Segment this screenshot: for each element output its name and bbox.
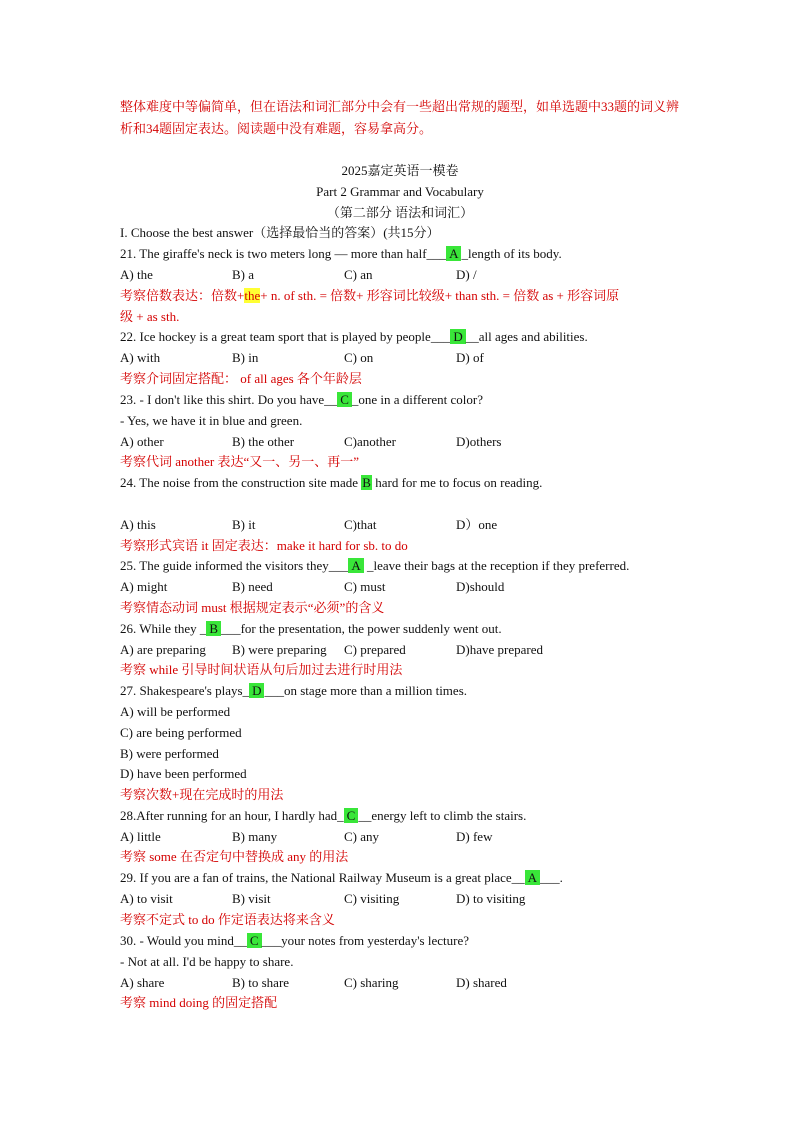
option: A) might [120,579,168,594]
explanation-note-cont: 级 + as sth. [120,309,180,324]
answer-highlight: C [344,808,359,823]
explanation-note: 考察倍数表达：倍数+the+ n. of sth. = 倍数+ 形容词比较级+ than sth. = 倍数 as + 形容词原 [120,288,620,303]
answer-highlight: B [362,475,371,490]
intro-paragraph: 整体难度中等偏简单，但在语法和词汇部分中会有一些超出常规的题型，如单选题中33题的词义辨析和34题固定表达。阅读题中没有难题，容易拿高分。 [120,99,680,136]
answer-highlight: A [446,246,461,261]
option: A) the [120,267,153,282]
option: C) must [344,579,386,594]
option: D)should [456,579,505,594]
explanation-note: 考察形式宾语 it 固定表达：make it hard for sb. to do [120,538,408,553]
answer-highlight: C [337,392,352,407]
option: A) share [120,975,165,990]
option: A) other [120,434,164,449]
option: D) of [456,350,484,365]
explanation-note: 考察 some 在否定句中替换成 any 的用法 [120,849,349,864]
option: A) this [120,517,156,532]
option: B) visit [232,891,271,906]
option: B) to share [232,975,290,990]
part-title-cn: （第二部分 语法和词汇） [326,205,474,220]
question-27: 27. Shakespeare's plays_ D ___on stage more than a million times. [120,683,468,698]
question-30: 30. - Would you mind__ C ___your notes from yesterday's lecture? [120,933,469,948]
option: A) with [120,350,161,365]
option: D)others [456,434,502,449]
option: B) it [232,517,256,532]
option: A) are preparing [120,642,206,657]
explanation-note: 考察介词固定搭配： of all ages 各个年龄层 [120,371,362,386]
explanation-note: 考察不定式 to do 作定语表达将来含义 [120,912,335,927]
option: B) in [232,350,259,365]
question-23: 23. - I don't like this shirt. Do you have__ C _one in a different color? [120,392,484,407]
answer-highlight: D [450,329,465,344]
option: D）one [456,517,498,532]
answer-highlight: C [247,933,262,948]
option: B) the other [232,434,295,449]
option: B) a [232,267,255,282]
option: D)have prepared [456,642,543,657]
answer-highlight: D [249,683,264,698]
keyword-highlight: the [244,288,261,303]
option: D) few [456,829,493,844]
option: C) sharing [344,975,399,990]
option: C) are being performed [120,725,242,740]
question-23-reply: - Yes, we have it in blue and green. [120,413,303,428]
exam-title: 2025嘉定英语一模卷 [341,163,459,178]
question-28: 28.After running for an hour, I hardly had_ C __energy left to climb the stairs. [120,808,527,823]
option: B) many [232,829,278,844]
explanation-note: 考察代词 another 表达“又一、另一、再一” [120,454,360,469]
option: B) need [232,579,273,594]
question-22: 22. Ice hockey is a great team sport that is played by people___ D __all ages and abilities. [120,329,588,344]
question-21: 21. The giraffe's neck is two meters long — more than half___ A _length of its body. [120,246,562,261]
option: C) an [344,267,373,282]
explanation-note: 考察 mind doing 的固定搭配 [120,995,278,1010]
answer-highlight: A [348,558,363,573]
option: C)another [344,434,396,449]
answer-highlight: A [525,870,540,885]
option: A) will be performed [120,704,231,719]
option: C) any [344,829,380,844]
option: D) shared [456,975,507,990]
explanation-note: 考察次数+现在完成时的用法 [120,787,284,802]
question-26: 26. While they _ B ___for the presentation, the power suddenly went out. [120,621,502,636]
section-heading: I. Choose the best answer（选择最恰当的答案）(共15分） [120,225,440,240]
answer-highlight: B [206,621,221,636]
option: B) were preparing [232,642,327,657]
option: D) to visiting [456,891,526,906]
question-24: 24. The noise from the construction site made B hard for me to focus on reading. [120,475,543,490]
part-title: Part 2 Grammar and Vocabulary [316,184,484,199]
option: B) were performed [120,746,219,761]
explanation-note: 考察情态动词 must 根据规定表示“必须”的含义 [120,600,385,615]
option: C) visiting [344,891,400,906]
option: C) on [344,350,374,365]
option: A) little [120,829,161,844]
option: D) / [456,267,477,282]
option: C)that [344,517,377,532]
question-29: 29. If you are a fan of trains, the National Railway Museum is a great place__ A ___. [120,870,563,885]
question-30-reply: - Not at all. I'd be happy to share. [120,954,294,969]
option: D) have been performed [120,766,247,781]
question-25: 25. The guide informed the visitors they___ A _leave their bags at the reception if they preferred. [120,558,630,573]
option: A) to visit [120,891,173,906]
option: C) prepared [344,642,406,657]
explanation-note: 考察 while 引导时间状语从句后加过去进行时用法 [120,662,403,677]
